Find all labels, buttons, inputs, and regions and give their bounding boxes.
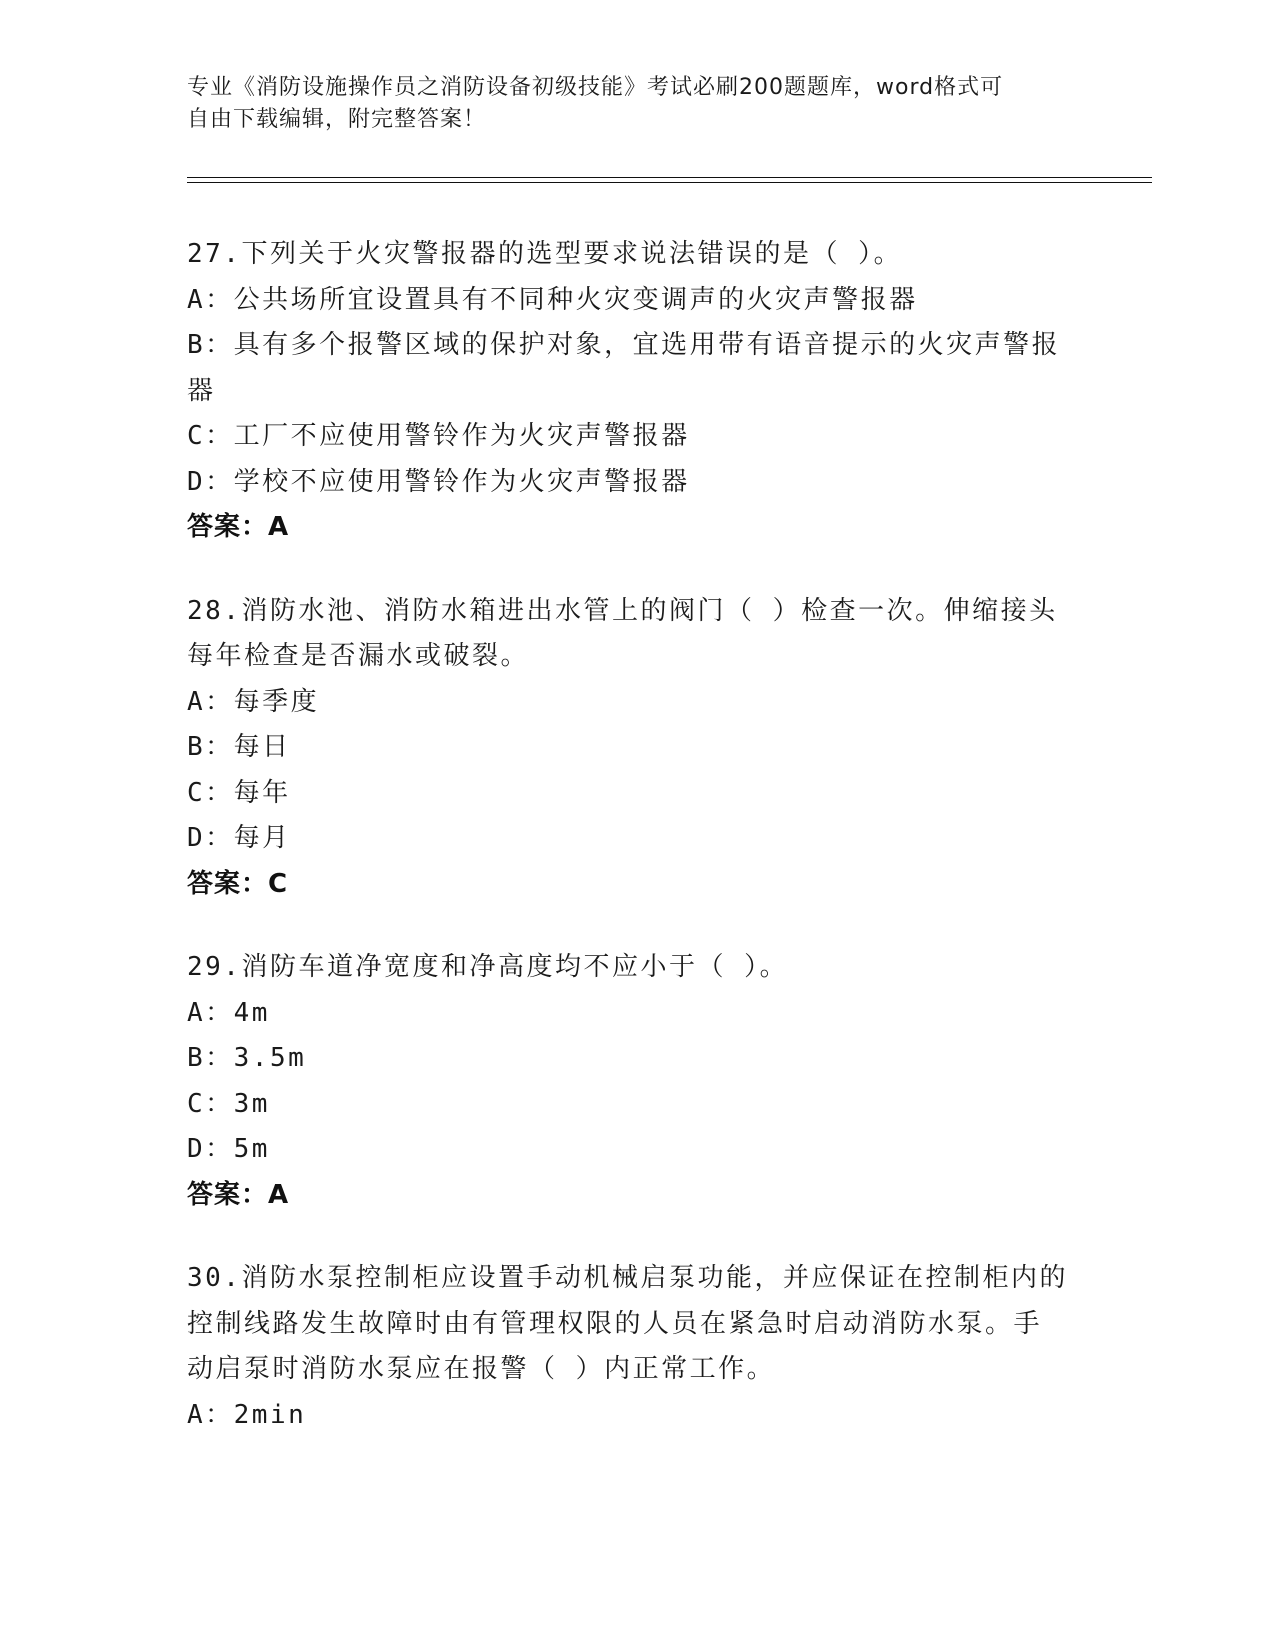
question-list: [187, 232, 1087, 1476]
option-c: C：每年: [187, 777, 291, 808]
question-stem-continued: 控制线路发生故障时由有管理权限的人员在紧急时启动消防水泵。手: [187, 1308, 1043, 1339]
option-c: C：工厂不应使用警铃作为火灾声警报器: [187, 421, 690, 451]
option-a: A：2min: [187, 1399, 307, 1430]
question-28: [187, 589, 1087, 908]
header-line-2: 自由下载编辑，附完整答案！: [187, 107, 487, 132]
answer-label: 答案：C: [187, 868, 289, 899]
question-29: [187, 945, 1087, 1218]
question-27: [187, 232, 1087, 551]
option-b: B：具有多个报警区域的保护对象，宜选用带有语音提示的火灾声警报: [187, 330, 1061, 360]
question-stem: 27.下列关于火灾警报器的选型要求说法错误的是（ ）。: [187, 239, 903, 269]
page-header: [187, 72, 1067, 136]
option-a: A：公共场所宜设置具有不同种火灾变调声的火灾声警报器: [187, 284, 918, 315]
question-stem: 30.消防水泵控制柜应设置手动机械启泵功能，并应保证在控制柜内的: [187, 1263, 1068, 1293]
answer-label: 答案：A: [187, 1179, 290, 1210]
option-a: A：每季度: [187, 686, 320, 717]
option-d: D：学校不应使用警铃作为火灾声警报器: [187, 466, 690, 497]
option-b-continued: 器: [187, 375, 216, 406]
header-divider-top: [187, 177, 1152, 178]
option-d: D：每月: [187, 823, 291, 853]
option-c: C：3m: [187, 1088, 270, 1119]
question-30: [187, 1256, 1087, 1438]
option-b: B：每日: [187, 732, 291, 762]
question-stem: 28.消防水池、消防水箱进出水管上的阀门（ ）检查一次。伸缩接头: [187, 595, 1058, 626]
option-b: B：3.5m: [187, 1043, 307, 1073]
question-stem: 29.消防车道净宽度和净高度均不应小于（ ）。: [187, 952, 789, 982]
header-line-1: 专业《消防设施操作员之消防设备初级技能》考试必刷200题题库，word格式可: [187, 75, 1004, 100]
header-divider-bottom: [187, 182, 1152, 183]
option-d: D：5m: [187, 1134, 270, 1164]
answer-label: 答案：A: [187, 512, 290, 542]
option-a: A：4m: [187, 997, 270, 1028]
question-stem-continued: 每年检查是否漏水或破裂。: [187, 641, 530, 671]
question-stem-continued: 动启泵时消防水泵应在报警（ ）内正常工作。: [187, 1354, 776, 1384]
